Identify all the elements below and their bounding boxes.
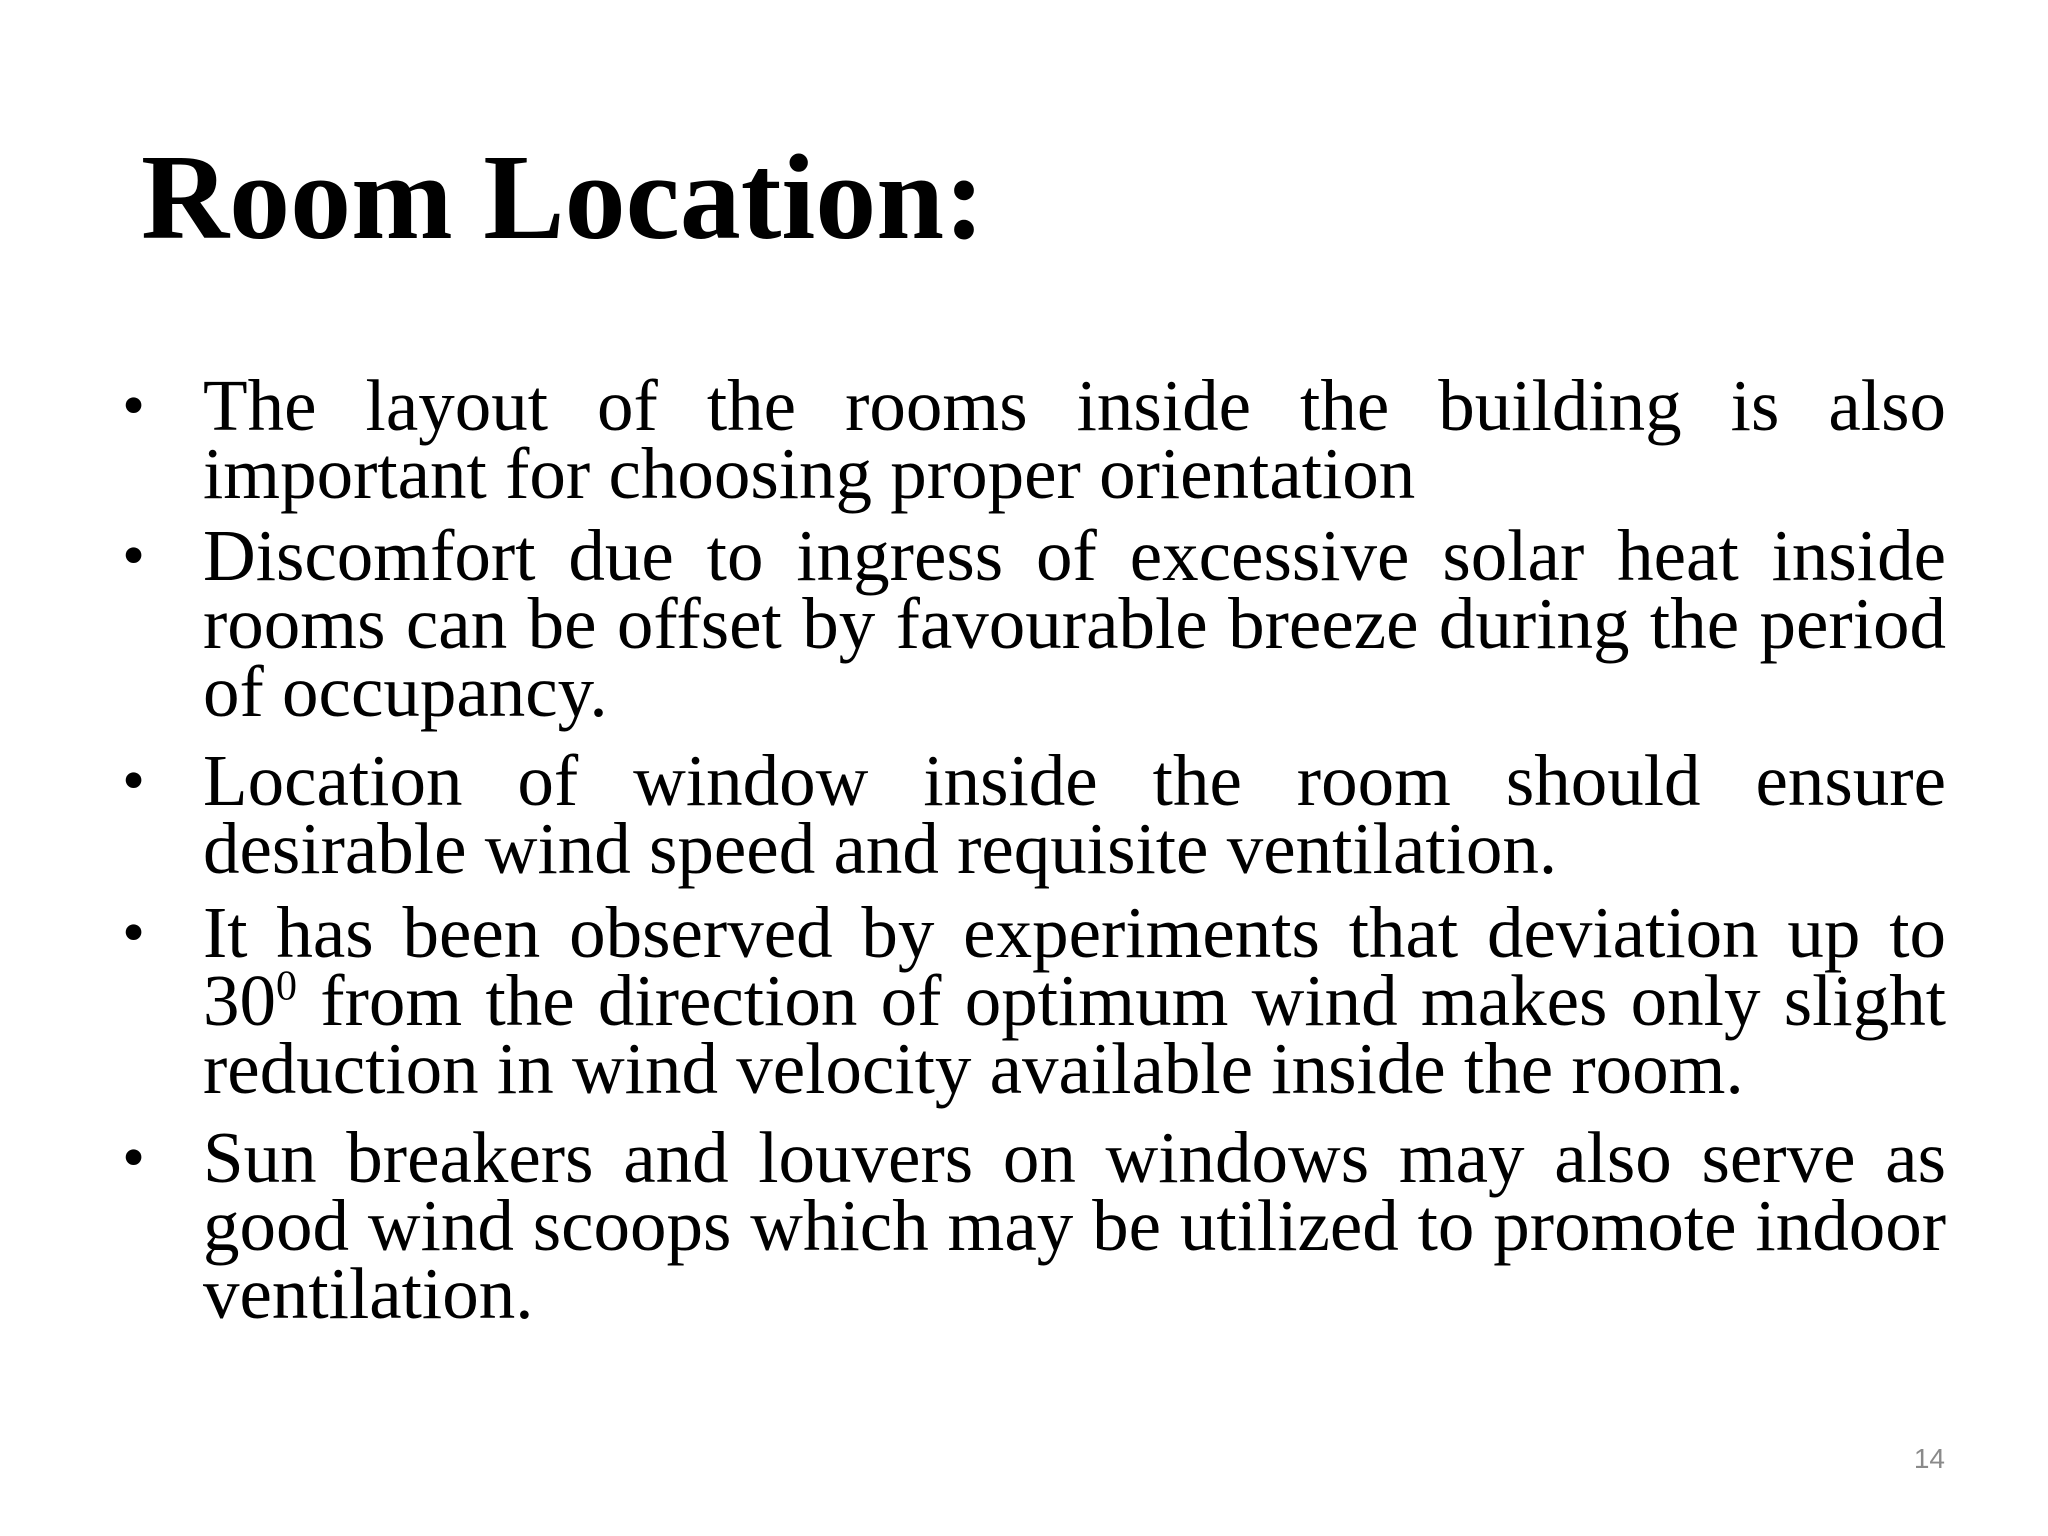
page-number: 14 <box>1913 1443 1945 1474</box>
superscript: 0 <box>276 963 297 1010</box>
bullet-text <box>203 892 1946 1109</box>
bullet-text: The layout of the rooms inside the building is also important for choosing proper orientation <box>203 365 1946 514</box>
bullet-text-part: It has been observed by experiments that deviation up to 30 <box>203 892 1946 1041</box>
bullet-text: Sun breakers and louvers on windows may also serve as good wind scoops which may be utilized to promote indoor ventilation. <box>203 1117 1946 1334</box>
bullet-icon: • <box>122 1121 146 1194</box>
bullet-icon: • <box>122 369 146 442</box>
bullet-text: Discomfort due to ingress of excessive solar heat inside rooms can be offset by favourable breeze during the period of occupancy. <box>203 515 1946 732</box>
bullet-text-part: from the direction of optimum wind makes only slight reduction in wind velocity available inside the room. <box>203 960 1946 1109</box>
slide-title: Room Location: <box>141 130 985 265</box>
bullet-icon: • <box>122 519 146 592</box>
bullet-icon: • <box>122 896 146 969</box>
bullet-icon: • <box>122 744 146 817</box>
bullet-text: Location of window inside the room should ensure desirable wind speed and requisite ventilation. <box>203 740 1946 889</box>
